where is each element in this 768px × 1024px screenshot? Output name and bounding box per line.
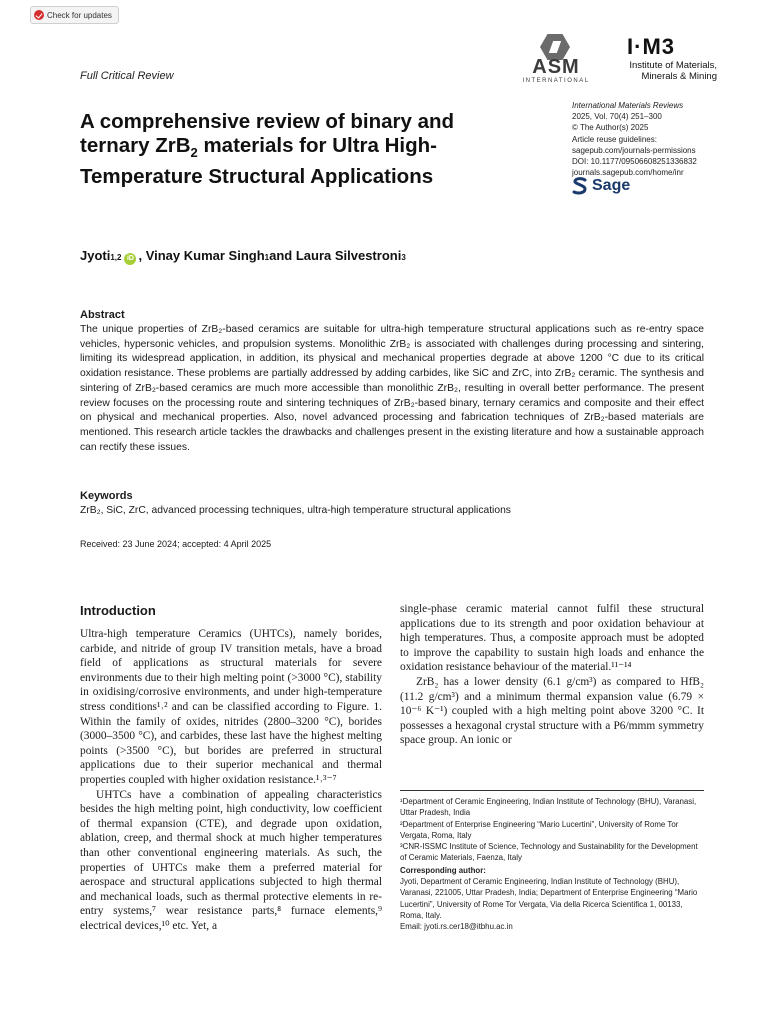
intro-paragraph-4: ZrB₂ has a lower density (6.1 g/cm³) as compared to HfB₂ (11.2 g/cm³) and a minimum thermal expansion value (6.79 × 10⁻⁶ K⁻¹) coupled with a high melting point above 3200 °C. It possesses a hexagonal crystal structure with a P6/mmm symmetry space group. An ionic or (400, 675, 704, 747)
author-2[interactable]: , Vinay Kumar Singh (138, 248, 265, 263)
affiliation-3: ³CNR-ISSMC Institute of Science, Technology and Sustainability for the Development of Ceramic Materials, Faenza, Italy (400, 842, 698, 863)
sage-logo: Sage (572, 177, 630, 195)
body-right-column (400, 602, 704, 748)
keywords-heading: Keywords (80, 490, 133, 502)
author-3[interactable]: and Laura Silvestroni (269, 248, 402, 263)
check-updates-icon (34, 10, 44, 20)
corresponding-author-text: Jyoti, Department of Ceramic Engineering, Indian Institute of Technology (BHU), Varanasi, 221005, Uttar Pradesh, India; Department of Enterprise Engineering “Mario Lucertini”, University of Rome Tor Vergata, Via della Ricerca Scientifica 1, 00133, Roma, Italy. (400, 877, 698, 920)
check-for-updates-label: Check for updates (47, 10, 112, 20)
orcid-icon[interactable]: iD (124, 253, 136, 265)
volume-info: 2025, Vol. 70(4) 251–300 (572, 112, 662, 122)
introduction-heading: Introduction (80, 603, 156, 618)
article-title: A comprehensive review of binary and ternary ZrB$_2$ materials for Ultra High-Temperature Structural Applications (80, 110, 455, 189)
corresponding-author-heading: Corresponding author: (400, 865, 486, 875)
intro-paragraph-3: single-phase ceramic material cannot fulfil these structural applications due to its strength and poor oxidation behaviour at high temperatures. Thus, a composite approach must be adopted to improve the capability to sustain high loads and enhance the oxidation resistance behaviour of the material.¹¹⁻¹⁴ (400, 603, 704, 674)
journal-link[interactable]: journals.sagepub.com/home/inr (572, 168, 684, 178)
asm-logo: ASM INTERNATIONAL (512, 34, 600, 86)
intro-paragraph-1: Ultra-high temperature Ceramics (UHTCs), namely borides, carbide, and nitride of group IV transition metals, have a broad field of applications as structural materials for severe environments due to their high melting point (>3000 °C), stability in oxidising/corrosive environments, and under high-temperature stress conditions¹˒² and can be classified according to Figure. 1. Within the family of oxides, nitrides (2800–3200 °C), borides (3000–3500 °C), and carbides, these last have the highest melting points (>3500 °C), but borides are preferred in structural applications due to their superior mechanical and thermal properties coupled with higher oxidation resistance.¹˒³⁻⁷ (80, 628, 382, 786)
iom3-logo: I·M3 Institute of Materials, Minerals & Mining (627, 34, 717, 82)
footnote-divider (400, 790, 704, 791)
author-1[interactable]: Jyoti (80, 248, 111, 263)
article-type: Full Critical Review (80, 70, 174, 82)
affiliation-1: ¹Department of Ceramic Engineering, Indian Institute of Technology (BHU), Varanasi, Uttar Pradesh, India (400, 797, 697, 818)
check-for-updates-button[interactable] (30, 6, 119, 24)
footnotes (400, 796, 704, 933)
publisher-logos (512, 34, 717, 86)
affiliation-2: ²Department of Enterprise Engineering “Mario Lucertini”, University of Rome Tor Vergata, Roma, Italy (400, 819, 679, 840)
journal-name: International Materials Reviews (572, 101, 684, 110)
sage-s-icon (572, 177, 588, 195)
body-left-column (80, 627, 382, 933)
email-link[interactable]: Email: jyoti.rs.cer18@itbhu.ac.in (400, 922, 513, 932)
author-list: Jyoti 1,2 iD , Vinay Kumar Singh 1 and Laura Silvestroni 3 (80, 248, 406, 263)
abstract-text: The unique properties of ZrB₂-based ceramics are suitable for ultra-high temperature structural applications such as re-entry space vehicles, hypersonic vehicles, and propulsion systems. Monolithic ZrB₂ is associated with challenges during processing and sintering, limiting its widespread application, in addition, its physical and mechanical properties degrade at above 1200 °C due to its critical oxidation resistance. These problems are partially addressed by adding carbides, like SiC and ZrC, into ZrB₂ ceramic. The synthesis and sintering of ZrB₂-based ceramics are much more accessible than monolithic ZrB₂, resulting in overall better performance. The present review focuses on the processing route and sintering techniques of ZrB₂-based binary, ternary ceramics and composite and their effect on physical and mechanical properties. Also, novel advanced processing and fabrication techniques of ZrB₂-based materials are mentioned. This research article tackles the drawbacks and challenges present in the existing literature and how a sustainable approach can rectify these issues. (80, 324, 704, 453)
keywords-text: ZrB₂, SiC, ZrC, advanced processing techniques, ultra-high temperature structural applications (80, 505, 511, 516)
copyright: © The Author(s) 2025 (572, 123, 649, 133)
doi[interactable]: DOI: 10.1177/09506608251336832 (572, 157, 697, 167)
abstract-heading: Abstract (80, 309, 125, 321)
reuse-label: Article reuse guidelines: (572, 134, 657, 144)
intro-paragraph-2: UHTCs have a combination of appealing characteristics besides the high melting point, high conductivity, low coefficient of thermal expansion (CTE), and degrade upon oxidation, ablation, creep, and thermal shock at much higher temperatures than other conventional engineering materials. As such, the properties of UHTCs make them a preferred material for aerospace and structural applications subjected to high thermal and mechanical loads, such as thermal protective elements in re-entry systems,⁷ wear resistance parts,⁸ furnace elements,⁹ electrical devices,¹⁰ etc. Yet, a (80, 788, 382, 932)
publication-info (572, 100, 697, 178)
reuse-link[interactable]: sagepub.com/journals-permissions (572, 145, 696, 155)
received-dates: Received: 23 June 2024; accepted: 4 April 2025 (80, 539, 272, 549)
